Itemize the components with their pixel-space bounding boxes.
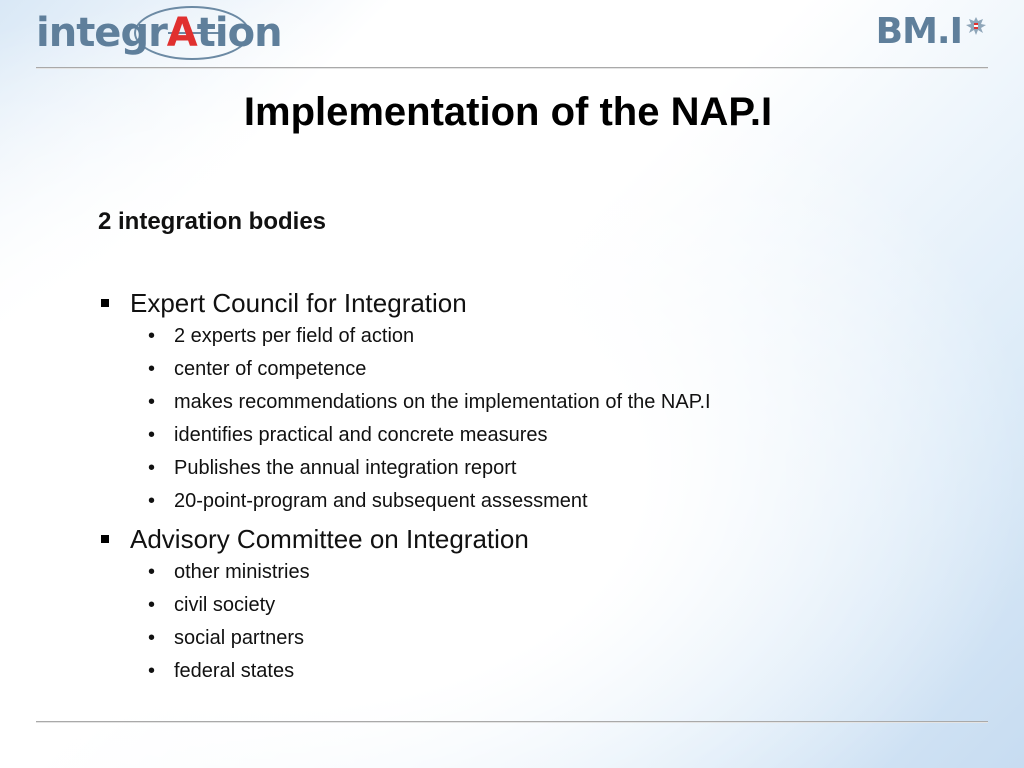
list-item [98,655,978,688]
bullet-icon: • [148,358,156,380]
bullet-content [98,286,978,688]
expert-council-items [98,320,978,518]
bullet-icon: • [148,660,156,682]
bullet-icon: • [148,424,156,446]
list-item [98,589,978,622]
list-item-text: Publishes the annual integration report [174,457,517,479]
square-bullet-icon [101,535,109,543]
list-item-text: social partners [174,627,305,649]
list-item [98,485,978,518]
bullet-icon: • [148,627,156,649]
advisory-committee-items [98,556,978,688]
bmi-wordmark: BM.I [875,11,962,52]
section-expert-council [98,286,978,320]
eagle-icon [964,14,988,38]
list-item-text: makes recommendations on the implementation of the NAP.I [174,391,711,413]
bullet-icon: • [148,391,156,413]
square-bullet-icon [101,299,109,307]
bullet-icon: • [148,594,156,616]
logo-text-part1: integr [36,10,167,56]
list-item [98,622,978,655]
list-item [98,419,978,452]
list-item [98,452,978,485]
bullet-icon: • [148,490,156,512]
footer-divider [36,721,988,723]
list-item-text: 2 experts per field of action [174,325,415,347]
list-item-text: federal states [174,660,295,682]
slide-title: Implementation of the NAP.I [243,90,773,134]
section-label: Advisory Committee on Integration [130,524,529,554]
list-item [98,353,978,386]
integration-logo [36,6,282,64]
bullet-icon: • [148,325,156,347]
list-item [98,556,978,589]
subheading: 2 integration bodies [98,208,327,235]
bullet-icon: • [148,457,156,479]
bullet-icon: • [148,561,156,583]
header-divider [36,67,988,69]
list-item [98,386,978,419]
logo-text-accent: A [166,10,197,56]
list-item-text: civil society [174,594,276,616]
list-item [98,320,978,353]
bmi-logo [876,12,988,52]
list-item-text: other ministries [174,561,310,583]
list-item-text: 20-point-program and subsequent assessment [174,490,588,512]
list-item-text: center of competence [174,358,367,380]
section-advisory-committee [98,522,978,556]
list-item-text: identifies practical and concrete measures [174,424,548,446]
section-label: Expert Council for Integration [130,288,467,318]
logo-text-part2: tion [196,10,282,56]
logo-wordmark [36,10,282,56]
